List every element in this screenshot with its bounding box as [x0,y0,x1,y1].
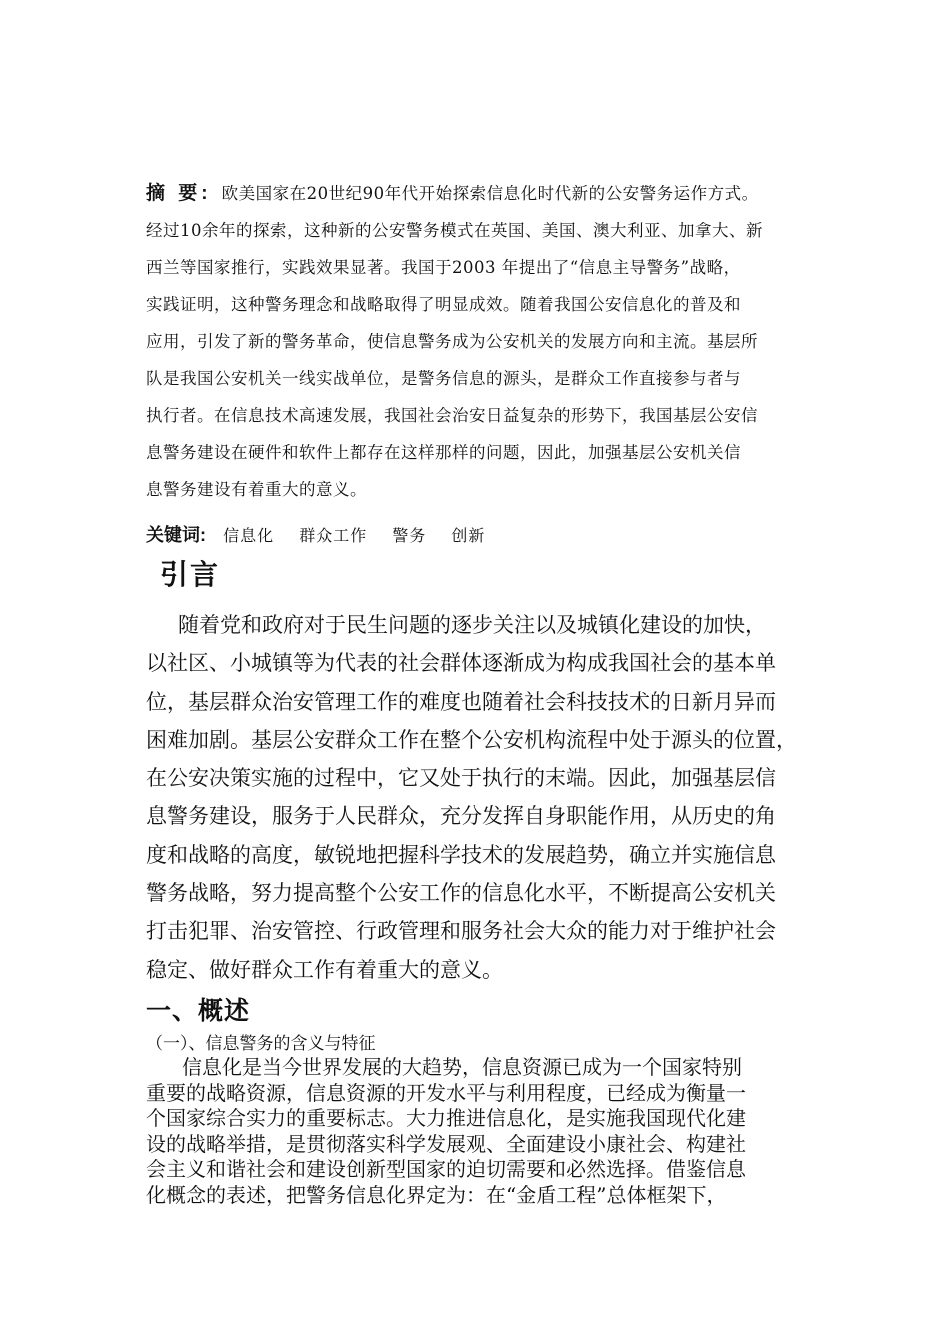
intro-heading: 引言 [160,558,221,591]
abstract-line: 息警务建设有着重大的意义。 [146,480,367,499]
paragraph-line: 度和战略的高度，敏锐地把握科学技术的发展趋势，确立并实施信息 [146,842,776,867]
overview-paragraph [146,1055,826,1208]
abstract-label: 摘 要: [146,183,212,204]
overview-subheading: （一）、信息警务的含义与特征 [146,1034,376,1054]
paragraph-line: 设的战略举措，是贯彻落实科学发展观、全面建设小康社会、构建社 [146,1131,746,1156]
paragraph-line: 信息化是当今世界发展的大趋势，信息资源已成为一个国家特别 [182,1055,742,1079]
abstract-line: 摘 要: 欧美国家在20世纪90年代开始探索信息化时代新的公安警务运作方式。 [146,183,759,204]
paragraph-line: 在公安决策实施的过程中，它又处于执行的末端。因此，加强基层信 [146,766,776,791]
abstract-line: 息警务建设在硬件和软件上都存在这样那样的问题，因此，加强基层公安机关信 [146,443,741,462]
paragraph-line: 位，基层群众治安管理工作的难度也随着社会科技技术的日新月异而 [146,689,776,714]
paragraph-line: 警务战略，努力提高整个公安工作的信息化水平，不断提高公安机关 [146,881,776,906]
paragraph-line: 随着党和政府对于民生问题的逐步关注以及城镇化建设的加快， [178,613,766,637]
paragraph-line: 重要的战略资源，信息资源的开发水平与利用程度，已经成为衡量一 [146,1080,746,1105]
paragraph-line: 个国家综合实力的重要标志。大力推进信息化，是实施我国现代化建 [146,1106,746,1130]
keyword: 群众工作 [299,526,368,545]
abstract-line: 经过10余年的探索，这种新的公安警务模式在英国、美国、澳大利亚、加拿大、新 [146,221,763,240]
paragraph-line: 困难加剧。基层公安群众工作在整个公安机构流程中处于源头的位置， [146,727,797,752]
intro-paragraph [146,606,826,989]
paragraph-line: 会主义和谐社会和建设创新型国家的迫切需要和必然选择。借鉴信息 [146,1157,746,1181]
paragraph-line: 稳定、做好群众工作有着重大的意义。 [146,957,503,982]
abstract-line: 执行者。在信息技术高速发展，我国社会治安日益复杂的形势下，我国基层公安信 [146,406,758,425]
abstract-line: 应用，引发了新的警务革命，使信息警务成为公安机关的发展方向和主流。基层所 [146,332,758,351]
abstract-line: 实践证明，这种警务理念和战略取得了明显成效。随着我国公安信息化的普及和 [146,295,741,314]
paragraph-line: 以社区、小城镇等为代表的社会群体逐渐成为构成我国社会的基本单 [146,651,776,676]
abstract-line: 西兰等国家推行，实践效果显著。我国于2003 年提出了“信息主导警务”战略， [146,258,741,277]
abstract-line: 队是我国公安机关一线实战单位，是警务信息的源头，是群众工作直接参与者与 [146,369,741,388]
keyword: 信息化 [223,526,275,545]
paragraph-line: 打击犯罪、治安管控、行政管理和服务社会大众的能力对于维护社会 [146,919,776,944]
keywords-line [146,521,505,549]
paragraph-line: 化概念的表述，把警务信息化界定为：在“金盾工程”总体框架下， [146,1182,727,1207]
paragraph-line: 息警务建设，服务于人民群众，充分发挥自身职能作用，从历史的角 [146,804,776,829]
overview-heading: 一、概述 [146,996,251,1025]
abstract-section [146,176,816,508]
keyword: 警务 [392,526,427,545]
keyword: 创新 [451,526,486,545]
keywords-label: 关键词: [146,525,206,545]
